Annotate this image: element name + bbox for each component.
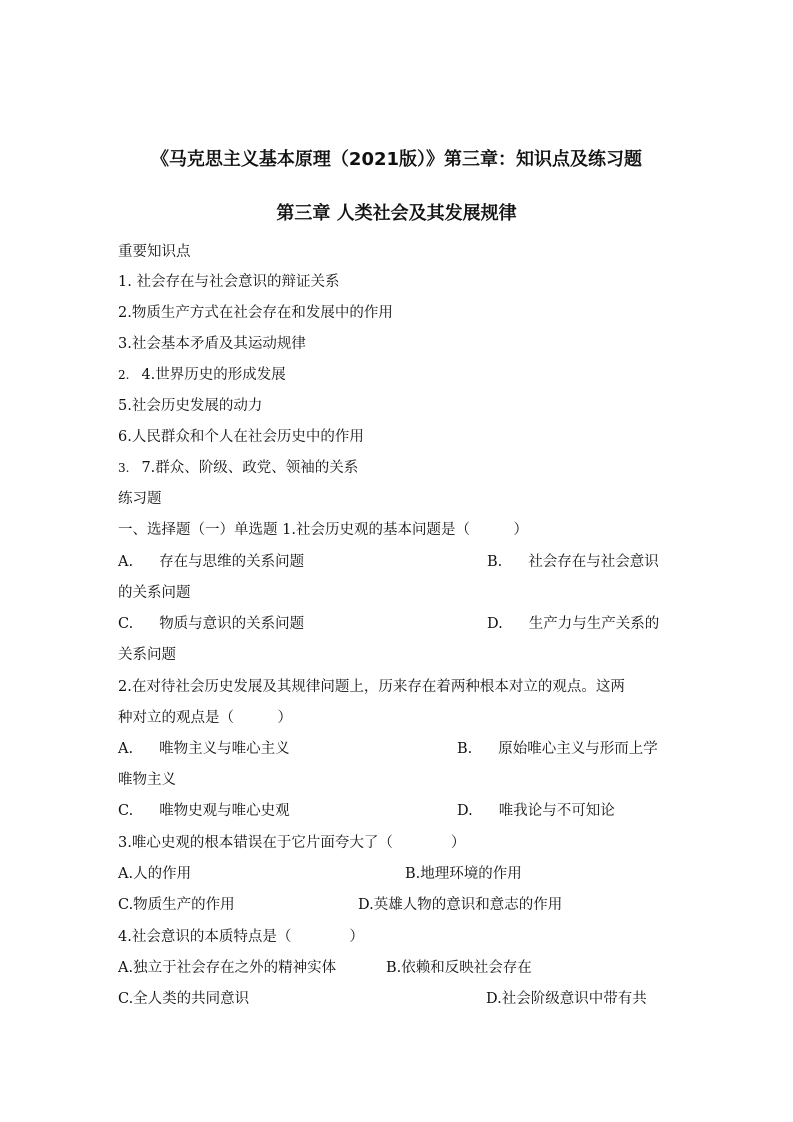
question-4-stem: 4.社会意识的本质特点是（ ） bbox=[118, 929, 364, 945]
option-b-continued: 唯物主义 bbox=[118, 772, 176, 788]
exercises-heading: 练习题 bbox=[118, 491, 162, 507]
item-prefix: 2. bbox=[118, 368, 130, 382]
option-d-continued: 关系问题 bbox=[118, 647, 176, 663]
list-item bbox=[118, 272, 339, 292]
option-d: D.社会阶级意识中带有共 bbox=[486, 991, 647, 1007]
option-c: C.物质生产的作用 bbox=[118, 897, 235, 913]
item-number: 4. bbox=[141, 367, 156, 383]
option-d: D.英雄人物的意识和意志的作用 bbox=[358, 897, 563, 913]
item-text: 社会基本矛盾及其运动规律 bbox=[131, 336, 306, 352]
question-1-stem: 一、选择题（一）单选题 1.社会历史观的基本问题是（ ） bbox=[118, 522, 528, 538]
question-2-stem-continued: 种对立的观点是（ ） bbox=[118, 710, 292, 726]
list-item bbox=[118, 334, 306, 354]
item-text: 群众、阶级、政党、领袖的关系 bbox=[155, 460, 359, 476]
knowledge-heading: 重要知识点 bbox=[118, 244, 191, 260]
question-2-stem: 2.在对待社会历史发展及其规律问题上，历来存在着两种根本对立的观点。这两 bbox=[118, 679, 625, 695]
item-number: 2. bbox=[118, 305, 132, 321]
option-a: A. 唯物主义与唯心主义 bbox=[118, 741, 290, 757]
option-a: A.人的作用 bbox=[118, 866, 192, 882]
question-3-stem: 3.唯心史观的根本错误在于它片面夸大了（ ） bbox=[118, 835, 466, 851]
option-d: D. 生产力与生产关系的 bbox=[487, 616, 660, 632]
item-prefix: 3. bbox=[118, 461, 130, 475]
option-b-continued: 的关系问题 bbox=[118, 585, 191, 601]
option-b: B.地理环境的作用 bbox=[405, 866, 522, 882]
option-c: C. 唯物史观与唯心史观 bbox=[118, 803, 290, 819]
list-item bbox=[118, 458, 358, 478]
option-c: C. 物质与意识的关系问题 bbox=[118, 616, 305, 632]
item-number: 1. bbox=[118, 274, 132, 290]
list-item bbox=[118, 365, 286, 385]
option-b: B.依赖和反映社会存在 bbox=[386, 960, 532, 976]
list-item bbox=[118, 396, 262, 416]
option-a: A.独立于社会存在之外的精神实体 bbox=[118, 960, 337, 976]
item-number: 6. bbox=[118, 429, 132, 445]
item-number: 5. bbox=[118, 398, 132, 414]
option-b: B. 社会存在与社会意识 bbox=[487, 554, 659, 570]
item-text: 社会历史发展的动力 bbox=[131, 398, 263, 414]
list-item bbox=[118, 303, 393, 323]
list-item bbox=[118, 427, 364, 447]
option-b: B. 原始唯心主义与形而上学 bbox=[457, 741, 658, 757]
item-text: 物质生产方式在社会存在和发展中的作用 bbox=[131, 305, 393, 321]
item-text: 人民群众和个人在社会历史中的作用 bbox=[131, 429, 364, 445]
item-text: 社会存在与社会意识的辩证关系 bbox=[136, 274, 340, 290]
item-number: 7. bbox=[141, 460, 156, 476]
document-title: 《马克思主义基本原理（2021版）》第三章：知识点及练习题 bbox=[150, 149, 643, 170]
option-c: C.全人类的共同意识 bbox=[118, 991, 250, 1007]
item-text: 世界历史的形成发展 bbox=[155, 367, 286, 383]
option-a: A. 存在与思维的关系问题 bbox=[118, 554, 305, 570]
chapter-title: 第三章 人类社会及其发展规律 bbox=[276, 203, 517, 224]
item-number: 3. bbox=[118, 336, 132, 352]
option-d: D. 唯我论与不可知论 bbox=[457, 803, 615, 819]
